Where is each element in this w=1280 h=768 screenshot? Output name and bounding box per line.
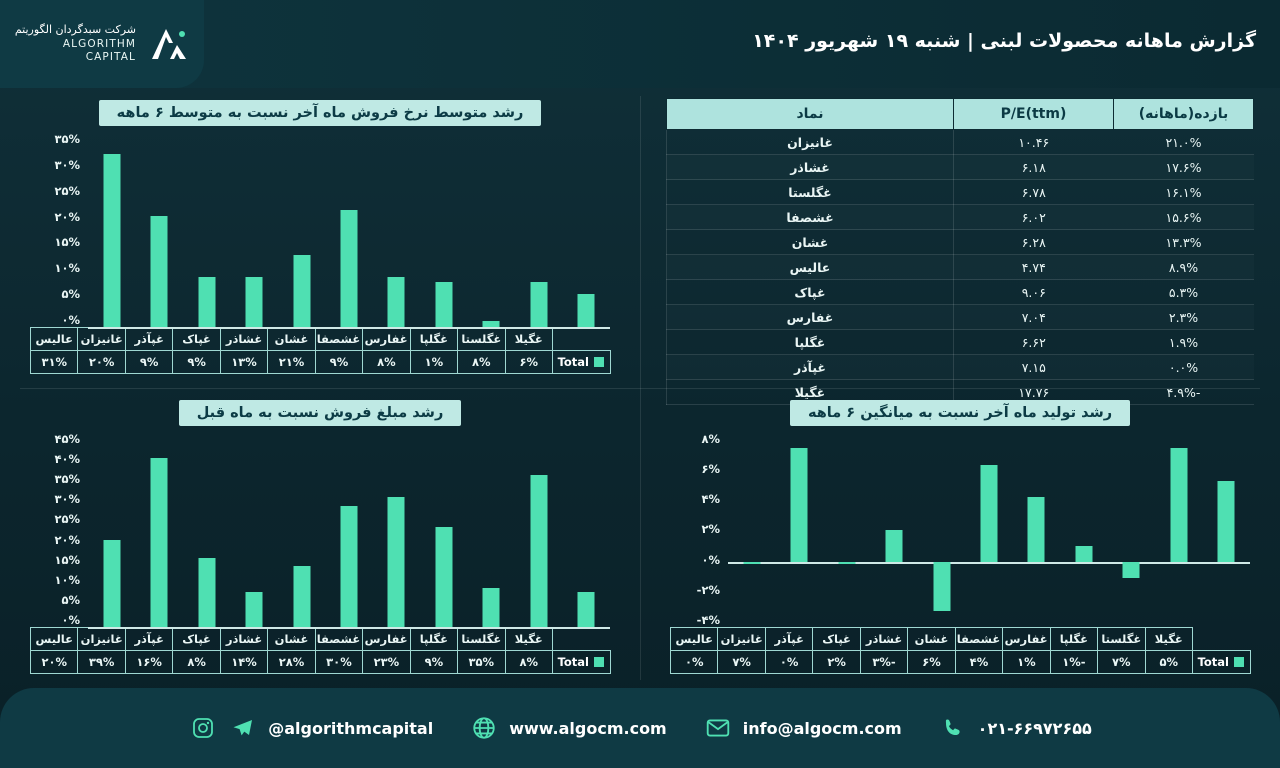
category-label: غگلستا xyxy=(1098,628,1145,651)
table-row xyxy=(667,230,1254,255)
sales-amount-growth-title: رشد مبلغ فروش نسبت به ماه قبل xyxy=(179,400,462,426)
y-tick: ۳۰% xyxy=(54,157,80,172)
footer xyxy=(0,688,1280,768)
logo-line-2: ALGORITHM CAPITAL xyxy=(62,37,136,64)
legend-label: Total xyxy=(557,355,589,369)
category-label: غگیلا xyxy=(505,628,552,651)
value-label: ۱% xyxy=(1003,651,1050,674)
y-tick: ۴% xyxy=(701,492,720,507)
table-row xyxy=(667,130,1254,155)
pe-table-body xyxy=(667,130,1254,405)
value-label: ۱۴% xyxy=(220,651,267,674)
bar-column xyxy=(728,432,775,627)
category-label: غپآذر xyxy=(125,628,172,651)
y-tick: ۲% xyxy=(701,522,720,537)
value-label: -۱% xyxy=(1050,651,1097,674)
bar xyxy=(435,527,452,627)
y-tick: ۰% xyxy=(61,312,80,327)
sales-amount-growth-panel xyxy=(0,388,640,688)
sales-rate-growth-panel xyxy=(0,88,640,388)
footer-social[interactable] xyxy=(188,713,433,743)
bar-column xyxy=(373,132,420,327)
bar-column xyxy=(278,432,325,627)
value-label: ۰% xyxy=(671,651,718,674)
cell-return: ۲۱.۰% xyxy=(1114,130,1254,155)
value-label: ۴% xyxy=(955,651,1002,674)
category-label: غپاک xyxy=(173,328,220,351)
bar-column xyxy=(325,432,372,627)
category-label: غشاذر xyxy=(220,628,267,651)
y-tick: ۴۵% xyxy=(54,432,80,446)
bar xyxy=(791,448,808,562)
bar-column xyxy=(325,132,372,327)
value-label: ۹% xyxy=(125,351,172,374)
phone-icon xyxy=(938,713,968,743)
col-symbol: نماد xyxy=(667,99,954,130)
bar xyxy=(1123,562,1140,578)
page-title-text: گزارش ماهانه محصولات لبنی | شنبه ۱۹ شهریور ۱۴۰۴ xyxy=(752,30,1256,52)
logo-text xyxy=(12,23,136,65)
category-label: غگلپا xyxy=(410,328,457,351)
category-label: غپآذر xyxy=(765,628,812,651)
category-label: غپاک xyxy=(813,628,860,651)
category-label: غفارس xyxy=(363,328,410,351)
instagram-icon[interactable] xyxy=(188,713,218,743)
category-label: غشان xyxy=(908,628,955,651)
y-tick: ۲۰% xyxy=(54,209,80,224)
col-pe: P/E(ttm) xyxy=(954,99,1114,130)
cell-symbol: عالیس xyxy=(667,255,954,280)
value-label: ۷% xyxy=(1098,651,1145,674)
y-tick: ۸% xyxy=(701,432,720,446)
bar-column xyxy=(135,132,182,327)
category-label: غشصفا xyxy=(315,328,362,351)
category-label: غگیلا xyxy=(1145,628,1192,651)
y-tick: ۰% xyxy=(61,612,80,627)
category-label: عالیس xyxy=(31,328,78,351)
y-tick: ۳۵% xyxy=(54,472,80,487)
cell-return: ۱۵.۶% xyxy=(1114,205,1254,230)
y-axis-labels xyxy=(30,132,80,327)
bar-column xyxy=(230,432,277,627)
table-row xyxy=(667,330,1254,355)
value-label: ۹% xyxy=(173,351,220,374)
category-label: غفارس xyxy=(1003,628,1050,651)
category-label: عالیس xyxy=(671,628,718,651)
bar xyxy=(388,497,405,627)
value-row xyxy=(671,651,1251,674)
bar xyxy=(1028,497,1045,562)
bar-column xyxy=(563,132,610,327)
pe-table-panel xyxy=(640,88,1280,400)
y-tick: ۱۰% xyxy=(54,572,80,587)
value-row xyxy=(31,651,611,674)
footer-email-text: info@algocm.com xyxy=(742,718,902,738)
cell-pe: ۶.۶۲ xyxy=(954,330,1114,355)
bar xyxy=(151,216,168,327)
value-label: ۲۰% xyxy=(31,651,78,674)
cell-symbol: غشاذر xyxy=(667,155,954,180)
cell-pe: ۶.۲۸ xyxy=(954,230,1114,255)
y-axis-labels xyxy=(670,432,720,627)
bar xyxy=(980,465,997,563)
cell-pe: ۶.۱۸ xyxy=(954,155,1114,180)
value-label: ۸% xyxy=(173,651,220,674)
header xyxy=(0,0,1280,88)
category-label: غانیزان xyxy=(718,628,765,651)
plot-area xyxy=(88,132,610,327)
telegram-icon[interactable] xyxy=(228,713,258,743)
y-tick: ۶% xyxy=(701,462,720,477)
bar-column xyxy=(515,432,562,627)
y-tick: ۵% xyxy=(61,592,80,607)
cell-pe: ۶.۷۸ xyxy=(954,180,1114,205)
y-axis-labels xyxy=(30,432,80,627)
category-label: غشصفا xyxy=(315,628,362,651)
value-label: ۲۳% xyxy=(363,651,410,674)
cell-return: ۱.۹% xyxy=(1114,330,1254,355)
bar-column xyxy=(230,132,277,327)
y-tick: ۵% xyxy=(61,287,80,302)
bar xyxy=(1075,546,1092,562)
bar-column xyxy=(1155,432,1202,627)
y-tick: ۳۵% xyxy=(54,132,80,146)
bar xyxy=(886,530,903,563)
table-row xyxy=(667,305,1254,330)
bar-column xyxy=(823,432,870,627)
cell-symbol: غشان xyxy=(667,230,954,255)
category-label: غگلپا xyxy=(1050,628,1097,651)
category-label: غشاذر xyxy=(860,628,907,651)
bar xyxy=(1218,481,1235,562)
bar-column xyxy=(1013,432,1060,627)
legend-label: Total xyxy=(1197,655,1229,669)
bar xyxy=(103,154,120,327)
category-label: غگلستا xyxy=(458,628,505,651)
bar-column xyxy=(135,432,182,627)
bar-column xyxy=(88,132,135,327)
bar xyxy=(743,562,760,564)
bar xyxy=(293,566,310,627)
y-tick: ۱۰% xyxy=(54,261,80,276)
chart-value-table xyxy=(670,627,1251,674)
bar xyxy=(293,255,310,327)
cell-symbol: غشصفا xyxy=(667,205,954,230)
bar xyxy=(198,558,215,627)
category-label: غگلستا xyxy=(458,328,505,351)
spacer-cell xyxy=(552,628,610,651)
footer-phone-text: ۰۲۱-۶۶۹۷۲۶۵۵ xyxy=(977,718,1092,738)
category-label: غپاک xyxy=(173,628,220,651)
category-label: غانیزان xyxy=(78,628,125,651)
value-label: ۷% xyxy=(718,651,765,674)
y-tick: ۲۵% xyxy=(54,183,80,198)
legend-label: Total xyxy=(557,655,589,669)
footer-website[interactable] xyxy=(469,713,667,743)
value-label: ۱۶% xyxy=(125,651,172,674)
bar-column xyxy=(373,432,420,627)
category-label: غگلپا xyxy=(410,628,457,651)
chart-value-table xyxy=(30,627,611,674)
footer-website-text: www.algocm.com xyxy=(509,718,667,738)
bar-column xyxy=(468,132,515,327)
value-label: ۶% xyxy=(908,651,955,674)
value-row xyxy=(31,351,611,374)
cell-symbol: غگلپا xyxy=(667,330,954,355)
bar-column xyxy=(965,432,1012,627)
bar-column xyxy=(563,432,610,627)
bar-column xyxy=(775,432,822,627)
plot-area xyxy=(88,432,610,627)
y-tick: ۳۰% xyxy=(54,492,80,507)
y-tick: ۱۵% xyxy=(54,235,80,250)
zero-axis-line xyxy=(88,627,610,629)
cell-symbol: غانیزان xyxy=(667,130,954,155)
legend-swatch-icon xyxy=(594,357,604,367)
charts-grid xyxy=(0,88,1280,688)
bar xyxy=(530,475,547,627)
cell-pe: ۱۰.۴۶ xyxy=(954,130,1114,155)
cell-return: ۵.۳% xyxy=(1114,280,1254,305)
bar-column xyxy=(88,432,135,627)
bar xyxy=(1170,448,1187,562)
table-row xyxy=(667,355,1254,380)
footer-email[interactable] xyxy=(703,713,902,743)
bar-column xyxy=(1108,432,1155,627)
footer-social-text: @algorithmcapital xyxy=(268,718,434,738)
y-tick: ۰% xyxy=(701,552,720,567)
y-tick: ۱۵% xyxy=(54,552,80,567)
category-row xyxy=(31,328,611,351)
bar xyxy=(198,277,215,327)
globe-icon xyxy=(469,713,499,743)
value-label: ۸% xyxy=(505,651,552,674)
cell-return: ۲.۳% xyxy=(1114,305,1254,330)
value-label: ۱% xyxy=(410,351,457,374)
bar-column xyxy=(515,132,562,327)
y-tick: -۴% xyxy=(696,612,720,627)
bar-column xyxy=(870,432,917,627)
cell-symbol: غپاک xyxy=(667,280,954,305)
value-label: ۶% xyxy=(505,351,552,374)
value-label: ۲۸% xyxy=(268,651,315,674)
sales-amount-growth-chart xyxy=(0,432,640,674)
bar xyxy=(838,562,855,564)
value-label: ۲۱% xyxy=(268,351,315,374)
value-label: ۲% xyxy=(813,651,860,674)
bar-column xyxy=(183,432,230,627)
value-label: ۹% xyxy=(410,651,457,674)
cell-return: ۸.۹% xyxy=(1114,255,1254,280)
cell-return: ۰.۰% xyxy=(1114,355,1254,380)
bar-column xyxy=(468,432,515,627)
cell-symbol: غفارس xyxy=(667,305,954,330)
cell-return: ۱۷.۶% xyxy=(1114,155,1254,180)
bar xyxy=(246,277,263,327)
bar-column xyxy=(1203,432,1250,627)
table-row xyxy=(667,255,1254,280)
category-label: غپآذر xyxy=(125,328,172,351)
category-label: غشان xyxy=(268,628,315,651)
bar-column xyxy=(420,432,467,627)
category-row xyxy=(671,628,1251,651)
legend-cell xyxy=(552,351,610,374)
chart-value-table xyxy=(30,327,611,374)
cell-return: ۱۳.۳% xyxy=(1114,230,1254,255)
cell-pe: ۱۷.۷۶ xyxy=(954,380,1114,405)
bar xyxy=(933,562,950,611)
value-label: ۱۳% xyxy=(220,351,267,374)
zero-axis-line xyxy=(88,327,610,329)
value-label: ۳۹% xyxy=(78,651,125,674)
bar-column xyxy=(183,132,230,327)
legend-cell xyxy=(552,651,610,674)
legend-swatch-icon xyxy=(594,657,604,667)
bar xyxy=(483,588,500,627)
bar xyxy=(483,321,500,327)
legend-cell xyxy=(1192,651,1250,674)
bar-column xyxy=(918,432,965,627)
footer-phone[interactable] xyxy=(938,713,1092,743)
cell-pe: ۷.۱۵ xyxy=(954,355,1114,380)
y-tick: ۴۰% xyxy=(54,452,80,467)
bar xyxy=(435,282,452,327)
bar xyxy=(103,540,120,627)
table-row xyxy=(667,205,1254,230)
value-label: ۳۵% xyxy=(458,651,505,674)
bar xyxy=(578,294,595,327)
value-label: -۳% xyxy=(860,651,907,674)
value-label: ۳۰% xyxy=(315,651,362,674)
bar-column xyxy=(1060,432,1107,627)
category-label: غشان xyxy=(268,328,315,351)
mail-icon xyxy=(703,713,733,743)
production-growth-title: رشد تولید ماه آخر نسبت به میانگین ۶ ماهه xyxy=(790,400,1130,426)
table-row xyxy=(667,180,1254,205)
bar-column xyxy=(278,132,325,327)
y-tick: -۲% xyxy=(696,582,720,597)
category-label: غشصفا xyxy=(955,628,1002,651)
value-label: ۸% xyxy=(363,351,410,374)
value-label: ۳۱% xyxy=(31,351,78,374)
algorithm-capital-logo-icon xyxy=(146,21,192,67)
spacer-cell xyxy=(552,328,610,351)
logo-line-1: شرکت سبدگردان الگوریتم xyxy=(14,23,136,37)
cell-symbol: غپآذر xyxy=(667,355,954,380)
bar xyxy=(246,592,263,627)
value-label: ۸% xyxy=(458,351,505,374)
bar xyxy=(578,592,595,627)
category-row xyxy=(31,628,611,651)
category-label: غفارس xyxy=(363,628,410,651)
cell-pe: ۶.۰۲ xyxy=(954,205,1114,230)
plot-area xyxy=(728,432,1250,627)
value-label: ۰% xyxy=(765,651,812,674)
bar xyxy=(340,506,357,627)
bar xyxy=(340,210,357,327)
cell-return: -۴.۹% xyxy=(1114,380,1254,405)
value-label: ۹% xyxy=(315,351,362,374)
sales-rate-growth-title: رشد متوسط نرخ فروش ماه آخر نسبت به متوسط ۶ ماهه xyxy=(99,100,542,126)
bar xyxy=(388,277,405,327)
y-tick: ۲۵% xyxy=(54,512,80,527)
spacer-cell xyxy=(1192,628,1250,651)
table-header-row xyxy=(667,99,1254,130)
table-row xyxy=(667,155,1254,180)
sales-rate-growth-chart xyxy=(0,132,640,374)
category-label: غگیلا xyxy=(505,328,552,351)
cell-pe: ۷.۰۴ xyxy=(954,305,1114,330)
value-label: ۵% xyxy=(1145,651,1192,674)
bar-column xyxy=(420,132,467,327)
col-return: بازده(ماهانه) xyxy=(1114,99,1254,130)
production-growth-chart xyxy=(640,432,1280,674)
category-label: غانیزان xyxy=(78,328,125,351)
page-title xyxy=(752,30,1256,52)
bar xyxy=(151,458,168,627)
cell-return: ۱۶.۱% xyxy=(1114,180,1254,205)
cell-symbol: غگیلا xyxy=(667,380,954,405)
value-label: ۲۰% xyxy=(78,351,125,374)
y-tick: ۲۰% xyxy=(54,532,80,547)
pe-table xyxy=(666,98,1254,405)
bar xyxy=(530,282,547,327)
cell-pe: ۹.۰۶ xyxy=(954,280,1114,305)
category-label: غشاذر xyxy=(220,328,267,351)
category-label: عالیس xyxy=(31,628,78,651)
legend-swatch-icon xyxy=(1234,657,1244,667)
production-growth-panel xyxy=(640,388,1280,688)
table-row xyxy=(667,280,1254,305)
cell-pe: ۴.۷۴ xyxy=(954,255,1114,280)
logo xyxy=(0,0,204,88)
cell-symbol: غگلستا xyxy=(667,180,954,205)
